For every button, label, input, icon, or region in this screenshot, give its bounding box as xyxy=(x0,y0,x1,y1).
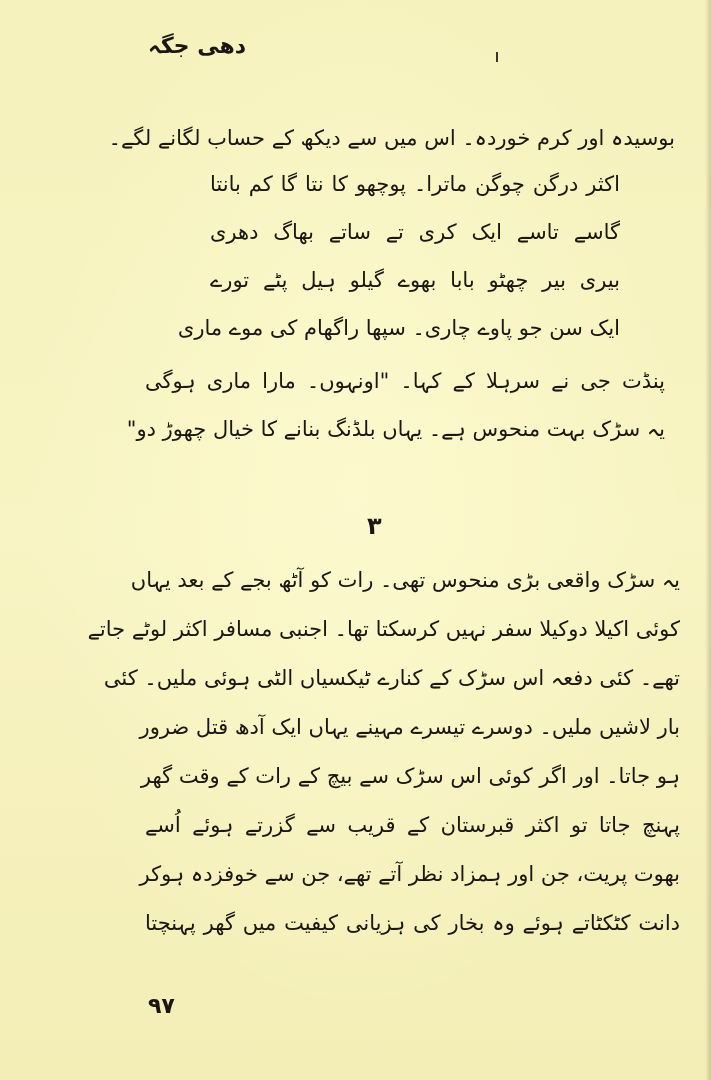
paragraph-3-line: پہنچ جاتا تو اکثر قبرستان کے قریب سے گزرتے ہوئے اُسے xyxy=(145,813,680,837)
paragraph-3-line: کوئی اکیلا دوکیلا سفر نہیں کرسکتا تھا۔ اجنبی مسافر اکثر لوٹے جاتے xyxy=(87,617,680,641)
page-number: ۹۷ xyxy=(148,994,175,1019)
page-edge-shadow xyxy=(705,0,711,1080)
paragraph-2-line: یہ سڑک بہت منحوس ہے۔ یہاں بلڈنگ بنانے کا خیال چھوڑ دو" xyxy=(126,417,665,441)
verse-block xyxy=(177,172,620,364)
paragraph-2-line: پنڈت جی نے سرہلا کے کہا۔ "اونہوں۔ مارا ماری ہوگی xyxy=(145,369,665,393)
verse-line: بیری بیر چھٹو بابا بھوے گیلو ہیل پٹے تورے xyxy=(210,268,620,292)
verse-line: اکثر درگن چوگن ماترا۔ پوچھو کا نتا گا کم بانتا xyxy=(210,172,620,196)
paragraph-3 xyxy=(87,568,680,960)
printer-mark xyxy=(496,52,498,62)
paragraph-3-line: تھے۔ کئی دفعہ اس سڑک کے کنارے ٹیکسیاں الٹی ہوئی ملیں۔ کئی xyxy=(103,666,680,690)
paragraph-3-line: یہ سڑک واقعی بڑی منحوس تھی۔ رات کو آٹھ بجے کے بعد یہاں xyxy=(130,568,680,592)
paragraph-3-line: دانت کٹکٹاتے ہوئے وہ بخار کی ہزیانی کیفیت میں گھر پہنچتا xyxy=(145,911,680,935)
running-title: دھی جگہ xyxy=(148,34,247,59)
paragraph-3-line: بھوت پریت، جن اور ہمزاد نظر آتے تھے، جن سے خوفزدہ ہوکر xyxy=(139,862,680,886)
paragraph-1-text: بوسیدہ اور کرم خوردہ۔ اس میں سے دیکھ کے حساب لگانے لگے۔ xyxy=(108,126,675,150)
paragraph-3-line: بار لاشیں ملیں۔ دوسرے تیسرے مہینے یہاں ایک آدھ قتل ضرور xyxy=(139,715,680,739)
section-number: ۳ xyxy=(367,512,382,540)
verse-line: گاسے تاسے ایک کری تے ساتے بھاگ دھری xyxy=(210,220,620,244)
verse-line: ایک سن جو پاوے چاری۔ سپھا راگھام کی موے ماری xyxy=(177,316,620,340)
paragraph-1 xyxy=(108,126,675,150)
paragraph-2 xyxy=(126,369,665,465)
paragraph-3-line: ہو جاتا۔ اور اگر کوئی اس سڑک سے بیچ کے رات کے وقت گھر xyxy=(140,764,680,788)
